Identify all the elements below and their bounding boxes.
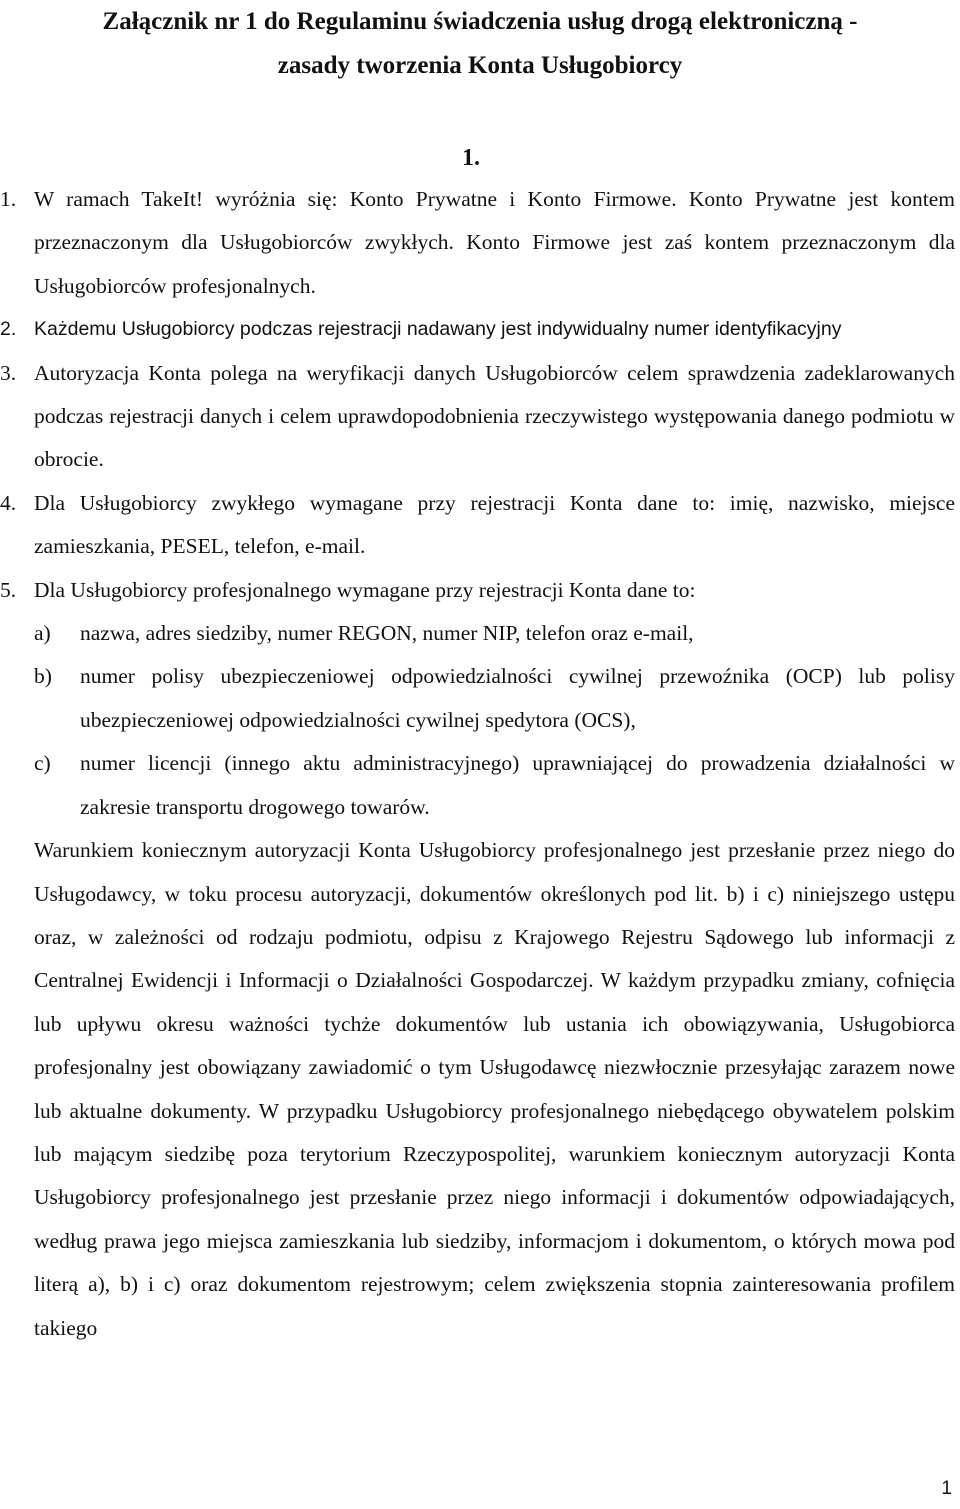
list-item-5 xyxy=(0,569,955,612)
list-item-1 xyxy=(0,178,955,308)
sub-item-text: numer polisy ubezpieczeniowej odpowiedzialności cywilnej przewoźnika (OCP) lub polisy ubezpieczeniowej odpowiedzialności cywilnej spedytora (OCS), xyxy=(80,664,955,732)
sub-item-b xyxy=(0,655,955,742)
sub-item-letter: a) xyxy=(34,621,51,646)
list-item-number: 2. xyxy=(0,318,17,341)
list-item-4 xyxy=(0,482,955,569)
sub-item-letter: c) xyxy=(34,751,51,776)
sub-item-a xyxy=(0,612,955,655)
sub-item-letter: b) xyxy=(34,664,52,689)
document-title-line1: Załącznik nr 1 do Regulaminu świadczenia usług drogą elektroniczną - xyxy=(102,8,858,35)
list-item-number: 3. xyxy=(0,360,17,385)
list-item-2 xyxy=(0,308,955,351)
section-number: 1. xyxy=(462,145,480,171)
document-body xyxy=(0,178,955,1350)
document-title-line2: zasady tworzenia Konta Usługobiorcy xyxy=(277,52,683,79)
list-item-3 xyxy=(0,352,955,482)
sub-item-text: numer licencji (innego aktu administracyjnego) uprawniającej do prowadzenia działalności w zakresie transportu drogowego towarów. xyxy=(80,751,955,819)
list-item-text: Dla Usługobiorcy profesjonalnego wymagane przy rejestracji Konta dane to: xyxy=(34,577,696,602)
list-item-number: 1. xyxy=(0,187,17,211)
page-number: 1 xyxy=(941,1478,952,1499)
list-item-text: Autoryzacja Konta polega na weryfikacji danych Usługobiorców celem sprawdzenia zadeklarowanych podczas rejestracji danych i celem uprawdopodobnienia rzeczywistego występowania danego podmiotu w obrocie. xyxy=(34,360,955,472)
sub-item-text: nazwa, adres siedziby, numer REGON, numer NIP, telefon oraz e-mail, xyxy=(80,621,694,646)
list-item-number: 4. xyxy=(0,490,17,515)
list-item-text: Każdemu Usługobiorcy podczas rejestracji nadawany jest indywidualny numer identyfikacyjny xyxy=(34,318,842,341)
list-item-number: 5. xyxy=(0,577,17,602)
list-item-text: Dla Usługobiorcy zwykłego wymagane przy rejestracji Konta dane to: imię, nazwisko, miejsce zamieszkania, PESEL, telefon, e-mail. xyxy=(34,490,955,559)
sub-item-c xyxy=(0,742,955,829)
list-item-text: W ramach TakeIt! wyróżnia się: Konto Prywatne i Konto Firmowe. Konto Prywatne jest kontem przeznaczonym dla Usługobiorców zwykłych. Konto Firmowe jest zaś kontem przeznaczonym dla Usługobiorców profesjonalnych. xyxy=(34,187,955,298)
closing-paragraph: Warunkiem koniecznym autoryzacji Konta Usługobiorcy profesjonalnego jest przesłanie przez niego do Usługodawcy, w toku procesu autoryzacji, dokumentów określonych pod lit. b) i c) niniejszego ustępu oraz, w zależności od rodzaju podmiotu, odpisu z Krajowego Rejestru Sądowego lub informacji z Centralnej Ewidencji i Informacji o Działalności Gospodarczej. W każdym przypadku zmiany, cofnięcia lub upływu okresu ważności tychże dokumentów lub ustania ich obowiązywania, Usługobiorca profesjonalny jest obowiązany zawiadomić o tym Usługodawcę niezwłocznie przesyłając zarazem nowe lub aktualne dokumenty. W przypadku Usługobiorcy profesjonalnego niebędącego obywatelem polskim lub mającym siedzibę poza terytorium Rzeczypospolitej, warunkiem koniecznym autoryzacji Konta Usługobiorcy profesjonalnego jest przesłanie przez niego informacji i dokumentów odpowiadających, według prawa jego miejsca zamieszkania lub siedziby, informacjom i dokumentom, o których mowa pod literą a), b) i c) oraz dokumentom rejestrowym; celem zwiększenia stopnia zainteresowania profilem takiego xyxy=(34,838,955,1340)
